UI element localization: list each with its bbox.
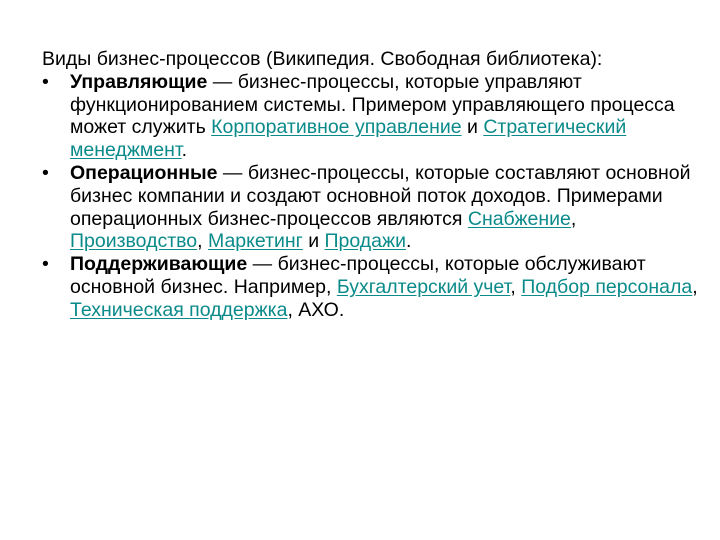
term-supporting: Поддерживающие — [70, 253, 248, 276]
link-accounting[interactable]: Бухгалтерский учет — [336, 275, 511, 298]
bullet-icon: • — [42, 70, 49, 93]
separator-text: , — [197, 230, 208, 253]
link-supply[interactable]: Снабжение — [467, 207, 571, 230]
link-corporate-governance[interactable]: Корпоративное управление — [211, 116, 462, 139]
bullet-supporting — [42, 253, 702, 321]
link-recruiting[interactable]: Подбор персонала — [521, 275, 693, 298]
bullet-icon: • — [42, 253, 49, 276]
separator-text: , — [510, 275, 522, 298]
link-sales[interactable]: Продажи — [324, 230, 406, 253]
separator-text: и — [302, 230, 325, 253]
description-text: — бизнес-процессы, которые управляют функционированием системы. Примером управляющего процесса может служить — [70, 70, 675, 139]
link-technical-support[interactable]: Техническая поддержка — [70, 298, 288, 321]
term-management: Управляющие — [70, 70, 208, 93]
bullet-list — [42, 71, 702, 322]
bullet-operational — [42, 162, 702, 253]
end-text: . — [405, 230, 412, 253]
separator-text: и — [461, 116, 484, 139]
separator-text: , — [692, 275, 698, 298]
end-text: , АХО. — [287, 298, 345, 321]
separator-text: , — [570, 207, 577, 230]
slide-body — [42, 48, 702, 322]
description-text: — бизнес-процессы, которые обслуживают основной бизнес. Например, — [70, 253, 646, 298]
bullet-management — [42, 71, 702, 162]
link-strategic-management[interactable]: Стратегический менеджмент — [70, 116, 627, 162]
intro-text: Виды бизнес-процессов (Википедия. Свободная библиотека): — [42, 48, 603, 70]
term-operational: Операционные — [70, 161, 218, 184]
link-marketing[interactable]: Маркетинг — [207, 230, 303, 253]
bullet-icon: • — [42, 161, 49, 184]
link-production[interactable]: Производство — [70, 230, 198, 253]
end-text: . — [181, 139, 188, 162]
description-text: — бизнес-процессы, которые составляют основной бизнес компании и создают основной поток доходов. Примерами операционных бизнес-процессов являются — [70, 161, 691, 230]
